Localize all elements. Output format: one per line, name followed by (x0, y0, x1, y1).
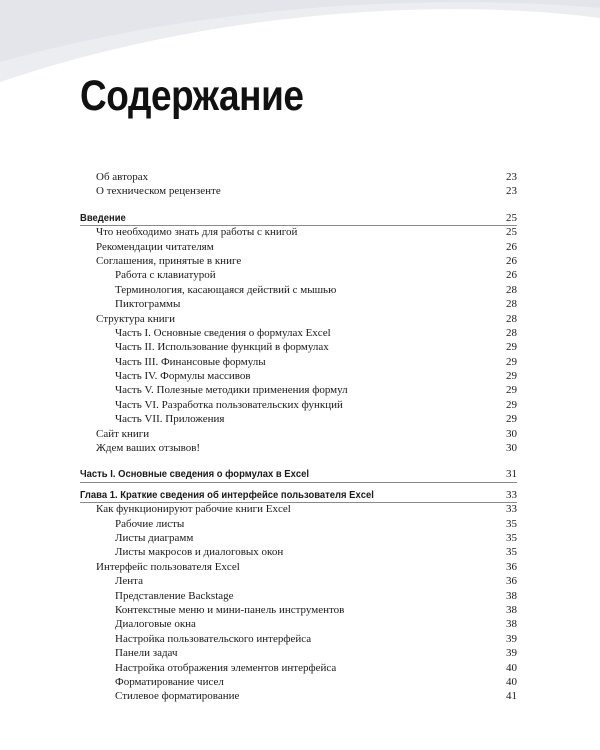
toc-entry[interactable] (0, 560, 600, 574)
toc-subentry[interactable] (0, 689, 600, 703)
toc-part-1[interactable] (0, 467, 600, 481)
toc-subentry[interactable] (0, 398, 600, 412)
toc-subentry[interactable] (0, 617, 600, 631)
toc-entry-title: Настройка отображения элементов интерфейса (115, 661, 337, 674)
toc-section-title: Часть I. Основные сведения о формулах в Excel (80, 468, 309, 481)
toc-entry-page: 26 (506, 254, 517, 267)
toc-entry-title: Часть VII. Приложения (115, 413, 225, 426)
toc-entry-title: Часть I. Основные сведения о формулах Excel (115, 326, 331, 339)
toc-entry-title: Стилевое форматирование (115, 690, 240, 703)
toc-entry-title: Настройка пользовательского интерфейса (115, 632, 312, 645)
toc-entry-page: 26 (506, 269, 517, 282)
toc-subentry[interactable] (0, 675, 600, 689)
toc-entry-title: Рекомендации читателям (96, 240, 214, 253)
toc-entry-title: Часть III. Финансовые формулы (115, 355, 266, 368)
toc-entry-title: Сайт книги (96, 427, 150, 440)
toc-entry-title: Рабочие листы (115, 517, 185, 530)
toc-entry[interactable] (0, 254, 600, 268)
toc-subentry[interactable] (0, 545, 600, 559)
toc-subentry[interactable] (0, 574, 600, 588)
toc-section-title: Глава 1. Краткие сведения об интерфейсе пользователя Excel (80, 488, 374, 501)
toc-entry[interactable] (0, 184, 600, 198)
toc-entry-title: Представление Backstage (115, 589, 234, 602)
toc-entry-title: О техническом рецензенте (96, 185, 221, 198)
toc-entry-page: 29 (506, 413, 517, 426)
toc-entry-page: 35 (506, 546, 517, 559)
toc-entry-page: 41 (506, 690, 517, 703)
toc-entry-page: 36 (506, 575, 517, 588)
toc-entry-title: Форматирование чисел (115, 675, 224, 688)
toc-entry-title: Часть II. Использование функций в формулах (115, 341, 329, 354)
toc-entry-title: Часть V. Полезные методики применения формул (115, 384, 348, 397)
toc-subentry[interactable] (0, 632, 600, 646)
toc-entry-title: Работа с клавиатурой (115, 269, 216, 282)
toc-subentry[interactable] (0, 412, 600, 426)
toc-subentry[interactable] (0, 646, 600, 660)
toc-entry-page: 35 (506, 517, 517, 530)
toc-entry-page: 23 (506, 171, 517, 183)
toc-entry-title: Часть IV. Формулы массивов (115, 370, 251, 383)
toc-entry-page: 40 (506, 661, 517, 674)
toc-entry-title: Часть VI. Разработка пользовательских функций (115, 398, 343, 411)
toc-entry-page: 25 (506, 226, 517, 239)
toc-entry-title: Структура книги (96, 312, 175, 325)
toc-entry-page: 39 (506, 647, 517, 660)
toc-entry-page: 29 (506, 370, 517, 383)
toc-entry-page: 39 (506, 632, 517, 645)
toc-entry-page: 29 (506, 384, 517, 397)
toc-entry-page: 38 (506, 603, 517, 616)
toc-section-page: 33 (506, 488, 517, 501)
toc-section-page: 31 (506, 468, 517, 481)
toc-entry-page: 30 (506, 427, 517, 440)
toc-section-page: 25 (506, 211, 517, 224)
table-of-contents (0, 170, 600, 704)
toc-entry-page: 40 (506, 675, 517, 688)
toc-entry-title: Панели задач (115, 647, 178, 660)
toc-entry-page: 33 (506, 503, 517, 516)
toc-entry[interactable] (0, 427, 600, 441)
toc-entry-page: 38 (506, 618, 517, 631)
toc-entry-page: 28 (506, 298, 517, 311)
toc-entry[interactable] (0, 441, 600, 455)
toc-entry-title: Терминология, касающаяся действий с мышью (115, 283, 337, 296)
toc-entry-page: 38 (506, 589, 517, 602)
toc-entry[interactable] (0, 502, 600, 516)
toc-entry-title: Интерфейс пользователя Excel (96, 560, 240, 573)
toc-subentry[interactable] (0, 603, 600, 617)
toc-entry-page: 29 (506, 341, 517, 354)
toc-chapter-1[interactable] (0, 488, 600, 502)
toc-section-intro[interactable] (0, 211, 600, 225)
toc-entry-title: Листы диаграмм (115, 531, 194, 544)
toc-entry-title: Как функционируют рабочие книги Excel (96, 503, 291, 516)
toc-entry-page: 29 (506, 355, 517, 368)
toc-subentry[interactable] (0, 326, 600, 340)
toc-entry-title: Листы макросов и диалоговых окон (115, 546, 284, 559)
toc-entry-page: 35 (506, 531, 517, 544)
toc-entry-title: Ждем ваших отзывов! (96, 442, 201, 455)
toc-entry[interactable] (0, 240, 600, 254)
toc-subentry[interactable] (0, 355, 600, 369)
toc-subentry[interactable] (0, 661, 600, 675)
toc-entry[interactable] (0, 170, 600, 184)
toc-entry-page: 26 (506, 240, 517, 253)
toc-entry[interactable] (0, 225, 600, 239)
toc-subentry[interactable] (0, 268, 600, 282)
toc-subentry[interactable] (0, 517, 600, 531)
toc-section-title: Введение (80, 211, 126, 224)
toc-entry-title: Контекстные меню и мини-панель инструментов (115, 603, 345, 616)
page-title: Содержание (80, 72, 304, 120)
toc-entry-title: Что необходимо знать для работы с книгой (96, 226, 298, 239)
toc-entry-page: 30 (506, 442, 517, 455)
toc-entry-page: 23 (506, 185, 517, 198)
toc-entry-page: 29 (506, 398, 517, 411)
toc-entry-title: Об авторах (96, 171, 149, 183)
section-divider (80, 482, 517, 483)
toc-entry-title: Лента (115, 575, 143, 588)
toc-entry-page: 28 (506, 283, 517, 296)
toc-entry-title: Диалоговые окна (115, 618, 196, 631)
toc-subentry[interactable] (0, 369, 600, 383)
toc-entry-page: 28 (506, 326, 517, 339)
toc-subentry[interactable] (0, 531, 600, 545)
toc-subentry[interactable] (0, 283, 600, 297)
toc-subentry[interactable] (0, 383, 600, 397)
toc-subentry[interactable] (0, 340, 600, 354)
toc-entry-page: 36 (506, 560, 517, 573)
toc-entry-page: 28 (506, 312, 517, 325)
toc-subentry[interactable] (0, 589, 600, 603)
toc-entry-title: Соглашения, принятые в книге (96, 254, 242, 267)
toc-subentry[interactable] (0, 297, 600, 311)
toc-entry[interactable] (0, 312, 600, 326)
toc-entry-title: Пиктограммы (115, 298, 181, 311)
